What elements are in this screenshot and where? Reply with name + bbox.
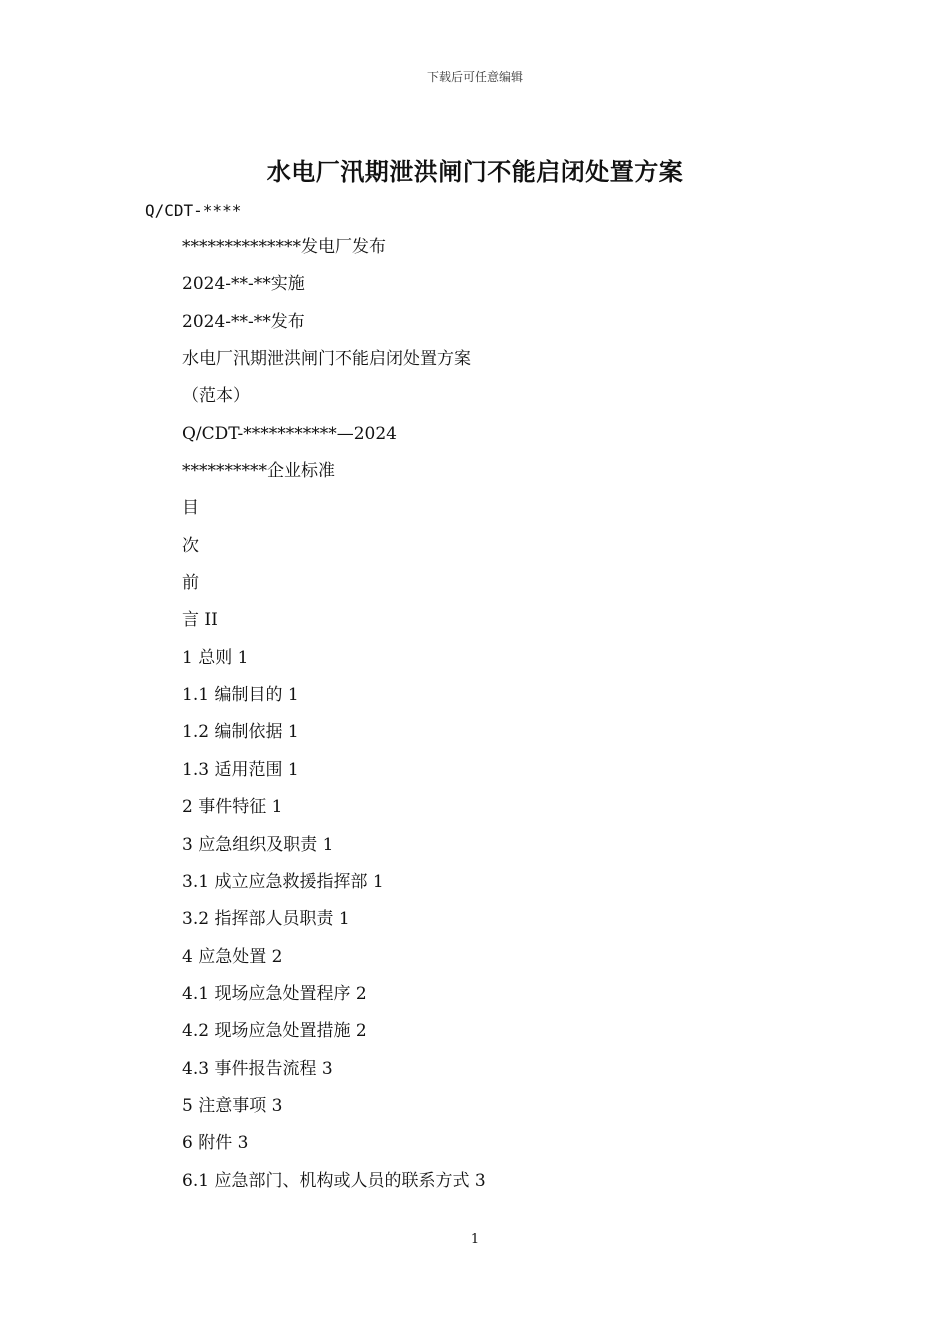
content-lines <box>182 229 862 1200</box>
document-title: 水电厂汛期泄洪闸门不能启闭处置方案 <box>266 157 684 186</box>
standard-code: Q/CDT-**** <box>145 201 242 220</box>
page-number: 1 <box>470 1232 480 1247</box>
toc-entry: 1.3 适用范围 1 <box>182 759 299 780</box>
toc-entry: 6.1 应急部门、机构或人员的联系方式 3 <box>182 1170 486 1191</box>
toc-entry: 3.2 指挥部人员职责 1 <box>182 909 350 930</box>
publisher-line: **************发电厂发布 <box>182 237 386 257</box>
toc-entry: 4.2 现场应急处置措施 2 <box>182 1021 367 1042</box>
toc-heading-char-2: 次 <box>182 535 199 556</box>
implementation-date: 2024-**-**实施 <box>182 274 305 295</box>
header-note: 下载后可任意编辑 <box>426 70 523 84</box>
toc-entry: 1.2 编制依据 1 <box>182 722 299 743</box>
plan-name: 水电厂汛期泄洪闸门不能启闭处置方案 <box>182 349 471 370</box>
toc-heading-char-1: 目 <box>182 498 199 519</box>
toc-entry: 3.1 成立应急救援指挥部 1 <box>182 871 384 892</box>
toc-entry: 4 应急处置 2 <box>182 946 283 967</box>
toc-entry: 6 附件 3 <box>182 1133 249 1154</box>
template-note: （范本） <box>182 386 250 407</box>
toc-entry-preface-2: 言 II <box>182 610 218 631</box>
toc-entry: 4.1 现场应急处置程序 2 <box>182 983 367 1004</box>
toc-entry: 4.3 事件报告流程 3 <box>182 1058 333 1079</box>
release-date: 2024-**-**发布 <box>182 311 305 332</box>
toc-entry: 2 事件特征 1 <box>182 797 283 818</box>
toc-entry: 1.1 编制目的 1 <box>182 685 299 706</box>
enterprise-standard: **********企业标准 <box>182 461 335 482</box>
toc-entry: 1 总则 1 <box>182 647 249 668</box>
toc-entry-preface-1: 前 <box>182 573 199 594</box>
full-standard-code: Q/CDT-***********—2024 <box>182 423 397 444</box>
toc-entry: 5 注意事项 3 <box>182 1095 283 1116</box>
toc-entry: 3 应急组织及职责 1 <box>182 834 334 855</box>
